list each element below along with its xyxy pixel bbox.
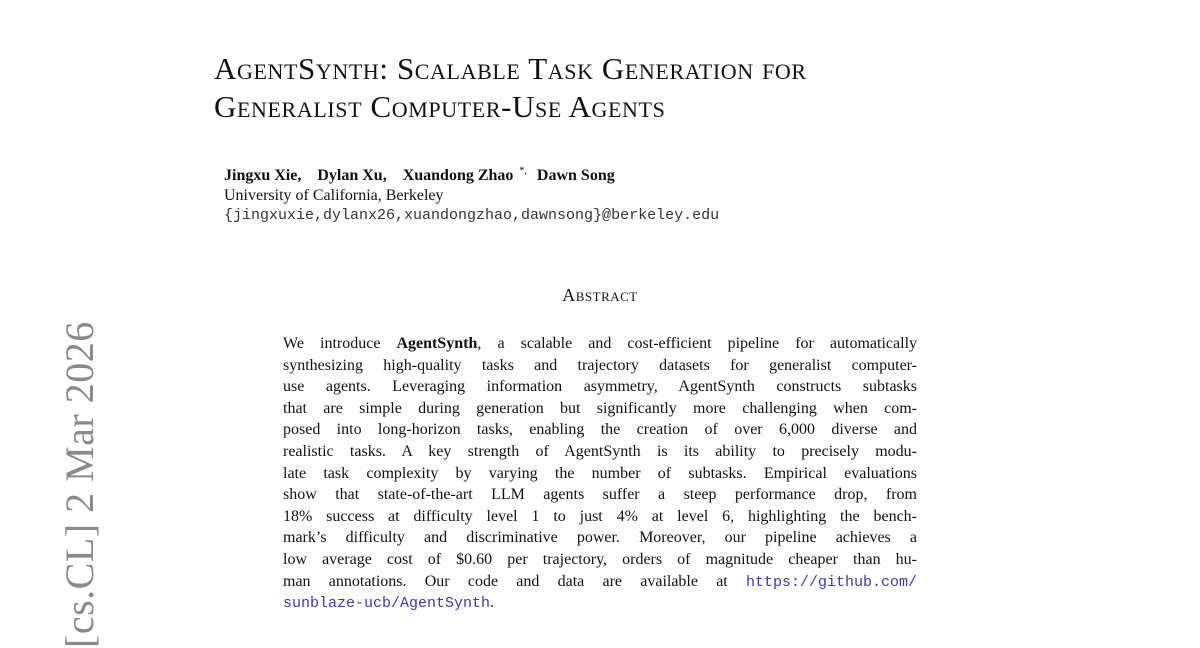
affiliation: University of California, Berkeley (224, 187, 444, 205)
abstract-line: show that state-of-the-art LLM agents suffer a steep performance drop, from (283, 486, 917, 504)
abstract-body (283, 333, 917, 614)
author-list (224, 162, 719, 186)
author (317, 167, 392, 184)
author-emails: {jingxuxie,dylanx26,xuandongzhao,dawnsong}@berkeley.edu (224, 207, 720, 225)
author (403, 167, 527, 184)
abstract-line: synthesizing high-quality tasks and trajectory datasets for generalist computer- (283, 356, 917, 374)
corresponding-author-mark: *, (519, 166, 527, 177)
abstract-text: man annotations. Our code and data are available at (283, 572, 746, 590)
abstract-line (283, 592, 917, 614)
abstract-text: , a scalable and cost-efficient pipeline for automatically (477, 335, 918, 352)
abstract-heading: Abstract (562, 285, 638, 305)
abstract-text: . (490, 594, 495, 612)
repo-link-continued[interactable]: sunblaze-ucb/AgentSynth (283, 595, 491, 613)
arxiv-side-stamp: [cs.CL] 2 Mar 2026 (57, 321, 102, 648)
abstract-text: We introduce (283, 335, 397, 352)
author-name: Xuandong Zhao (402, 167, 514, 185)
author (224, 167, 307, 184)
author-block (224, 162, 719, 226)
system-name: AgentSynth (396, 335, 478, 352)
abstract-line: mark’s difficulty and discriminative power. Moreover, our pipeline achieves a (283, 529, 917, 547)
author-name: Dylan Xu, (317, 167, 387, 185)
abstract-line (283, 571, 917, 593)
paper-title (214, 50, 1034, 126)
title-line-2: Generalist Computer-Use Agents (214, 89, 666, 124)
abstract-line: posed into long-horizon tasks, enabling the creation of over 6,000 diverse and (283, 421, 917, 439)
abstract-line: low average cost of $0.60 per trajectory, orders of magnitude cheaper than hu- (283, 550, 917, 568)
abstract-line: realistic tasks. A key strength of AgentSynth is its ability to precisely modu- (283, 442, 917, 460)
author-name: Jingxu Xie, (224, 167, 302, 185)
author (537, 167, 621, 184)
repo-link[interactable]: https://github.com/ (745, 573, 917, 591)
abstract-line: use agents. Leveraging information asymmetry, AgentSynth constructs subtasks (283, 378, 917, 396)
abstract-line (283, 333, 917, 355)
abstract-line: late task complexity by varying the number of subtasks. Empirical evaluations (283, 464, 917, 482)
abstract-line: 18% success at difficulty level 1 to just 4% at level 6, highlighting the bench- (283, 507, 917, 525)
abstract-line: that are simple during generation but significantly more challenging when com- (283, 399, 917, 417)
author-name: Dawn Song (536, 167, 615, 185)
title-line-1: AgentSynth: Scalable Task Generation for (214, 51, 807, 86)
